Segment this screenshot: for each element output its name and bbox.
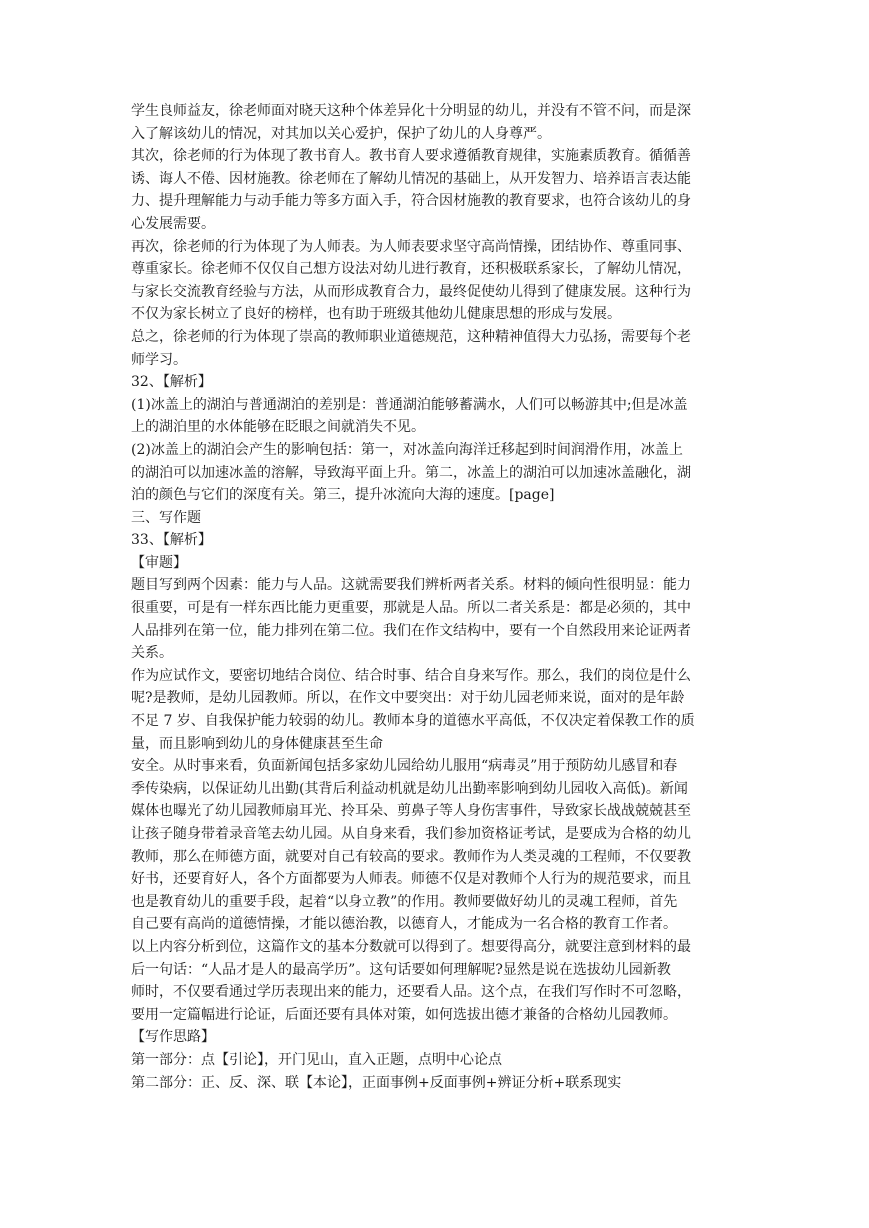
text-line: 以上内容分析到位，这篇作文的基本分数就可以得到了。想要得高分，就要注意到材料的最 <box>131 938 691 955</box>
text-line: 诱、诲人不倦、因材施教。徐老师在了解幼儿情况的基础上，从开发智力、培养语言表达能 <box>131 170 691 187</box>
text-line: 季传染病，以保证幼儿出勤(其背后利益动机就是幼儿出勤率影响到幼儿园收入高低)。新闻 <box>131 780 688 797</box>
text-line: 泊的颜色与它们的深度有关。第三，提升冰流向大海的速度。[page] <box>131 487 555 504</box>
subheading: 【审题】 <box>131 554 187 571</box>
text-line: 其次，徐老师的行为体现了教书育人。教书育人要求遵循教育规律，实施素质教育。循循善 <box>131 148 691 165</box>
text-line: 力、提升理解能力与动手能力等多方面入手，符合因材施教的教育要求，也符合该幼儿的身 <box>131 193 691 210</box>
document-body <box>131 100 741 1117</box>
text-line: 师学习。 <box>131 351 187 368</box>
text-line: 很重要，可是有一样东西比能力更重要，那就是人品。所以二者关系是：都是必须的，其中 <box>131 600 691 617</box>
text-line: 好书，还要育好人，各个方面都要为人师表。师德不仅是对教师个人行为的规范要求，而且 <box>131 871 691 888</box>
text-line: (1)冰盖上的湖泊与普通湖泊的差别是：普通湖泊能够蓄满水，人们可以畅游其中;但是冰盖 <box>131 396 688 413</box>
text-line: 总之，徐老师的行为体现了崇高的教师职业道德规范，这种精神值得大力弘扬，需要每个老 <box>131 328 691 345</box>
text-line: 【写作思路】 <box>131 1029 215 1046</box>
text-line: 与家长交流教育经验与方法，从而形成教育合力，最终促使幼儿得到了健康发展。这种行为 <box>131 283 691 300</box>
text-line: 作为应试作文，要密切地结合岗位、结合时事、结合自身来写作。那么，我们的岗位是什么 <box>131 667 691 684</box>
text-line: 关系。 <box>131 645 173 662</box>
text-line: 尊重家长。徐老师不仅仅自己想方设法对幼儿进行教育，还积极联系家长，了解幼儿情况， <box>131 261 691 278</box>
text-line: 也是教育幼儿的重要手段，起着“以身立教”的作用。教师要做好幼儿的灵魂工程师，首先 <box>131 893 678 910</box>
text-line: 人品排列在第一位，能力排列在第二位。我们在作文结构中，要有一个自然段用来论证两者 <box>131 622 691 639</box>
text-line: 上的湖泊里的水体能够在眨眼之间就消失不见。 <box>131 419 425 436</box>
section-heading: 33、【解析】 <box>131 532 212 549</box>
text-line: 让孩子随身带着录音笔去幼儿园。从自身来看，我们参加资格证考试，是要成为合格的幼儿 <box>131 826 691 842</box>
text-line: 呢?是教师，是幼儿园教师。所以，在作文中要突出：对于幼儿园老师来说，面对的是年龄 <box>131 690 685 707</box>
text-line: 入了解该幼儿的情况，对其加以关心爱护，保护了幼儿的人身尊严。 <box>131 125 551 142</box>
text-line: 题目写到两个因素：能力与人品。这就需要我们辨析两者关系。材料的倾向性很明显：能力 <box>131 577 691 594</box>
text-line: 再次，徐老师的行为体现了为人师表。为人师表要求坚守高尚情操，团结协作、尊重同事、 <box>131 238 691 255</box>
text-line: (2)冰盖上的湖泊会产生的影响包括：第一，对冰盖向海洋迁移起到时间润滑作用，冰盖上 <box>131 441 683 458</box>
text-line: 学生良师益友，徐老师面对晓天这种个体差异化十分明显的幼儿，并没有不管不问，而是深 <box>131 103 691 119</box>
text-line: 安全。从时事来看，负面新闻包括多家幼儿园给幼儿服用“病毒灵”用于预防幼儿感冒和春 <box>131 758 678 775</box>
text-line: 心发展需要。 <box>131 215 215 232</box>
text-line: 要用一定篇幅进行论证，后面还要有具体对策，如何选拔出德才兼备的合格幼儿园教师。 <box>131 1006 677 1023</box>
text-line: 自己要有高尚的道德情操，才能以德治教，以德育人，才能成为一名合格的教育工作者。 <box>131 916 677 933</box>
text-line: 第二部分：正、反、深、联【本论】，正面事例+反面事例+辨证分析+联系现实 <box>131 1074 622 1091</box>
section-heading: 32、【解析】 <box>131 374 212 391</box>
text-line: 后一句话：“人品才是人的最高学历”。这句话要如何理解呢?显然是说在选拔幼儿园新教 <box>131 961 671 978</box>
text-line: 的湖泊可以加速冰盖的溶解，导致海平面上升。第二，冰盖上的湖泊可以加速冰盖融化，湖 <box>131 464 691 481</box>
text-line: 不仅为家长树立了良好的榜样，也有助于班级其他幼儿健康思想的形成与发展。 <box>131 306 621 323</box>
text-line: 师时，不仅要看通过学历表现出来的能力，还要看人品。这个点，在我们写作时不可忽略， <box>131 984 691 1001</box>
text-line: 教师，那么在师德方面，就要对自己有较高的要求。教师作为人类灵魂的工程师，不仅要教 <box>131 848 691 865</box>
subheading: 第一部分：点【引论】，开门见山，直入正题，点明中心论点 <box>131 1051 502 1068</box>
section-heading: 三、写作题 <box>131 509 201 526</box>
text-line: 不足 7 岁、自我保护能力较弱的幼儿。教师本身的道德水平高低，不仅决定着保教工作的质 <box>131 713 695 730</box>
text-line <box>131 1094 741 1117</box>
text-line: 媒体也曝光了幼儿园教师扇耳光、拎耳朵、剪鼻子等人身伤害事件，导致家长战战兢兢甚至 <box>131 803 691 820</box>
text-line: 量，而且影响到幼儿的身体健康甚至生命 <box>131 735 383 752</box>
